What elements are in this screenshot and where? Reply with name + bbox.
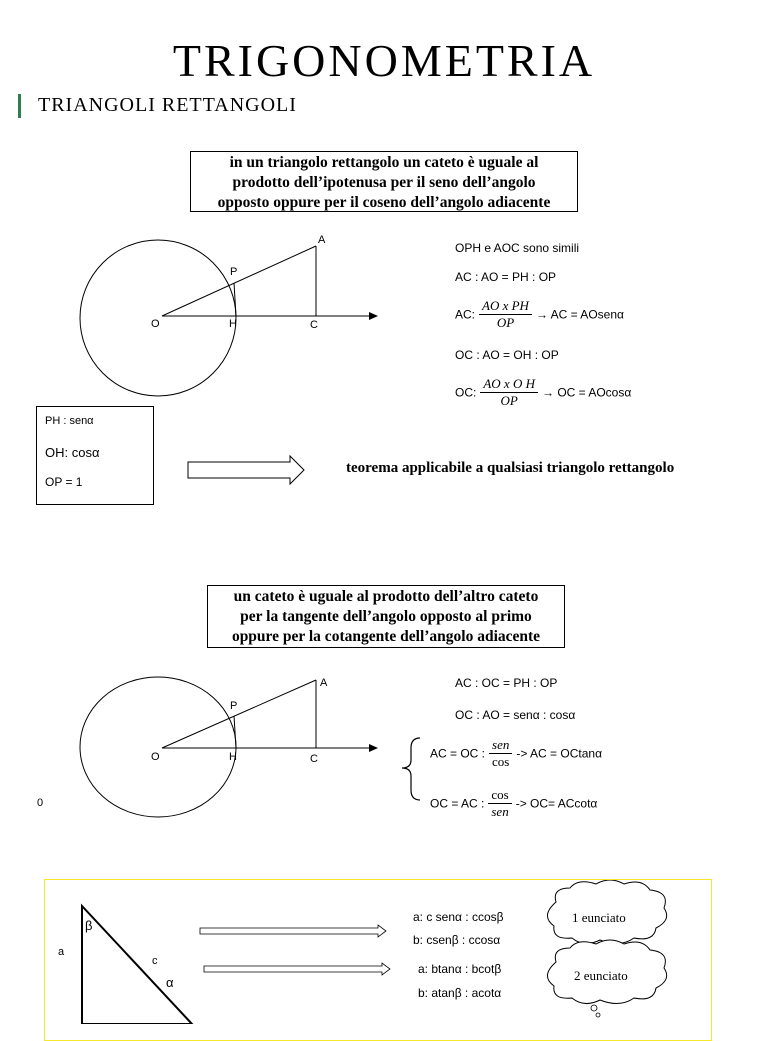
summary-box [44,879,712,1041]
hypotenuse-OA-1 [162,246,316,316]
unit-circle-2 [80,677,236,817]
angle-alpha-label: α [166,975,174,990]
theorem-text: teorema applicabile a qualsiasi triangolo rettangolo [346,460,675,476]
statement-1-line-2: prodotto dell’ipotenusa per il seno dell’angolo [232,174,536,191]
statement-2-line-1: un cateto è uguale al prodotto dell’altro cateto [233,588,539,605]
statement-1-line-3: opposto oppure per il coseno dell’angolo adiacente [217,194,551,211]
eq-1-4-prefix: OC: [455,385,477,400]
eq-1-4-denominator: OP [500,393,518,408]
x-axis-arrowhead-2 [369,744,378,752]
side-a-label: a [58,946,65,958]
point-A-label-1: A [318,234,326,246]
eq-1-4-numerator: AO x O H [480,376,538,393]
point-H-label-1: H [229,318,237,330]
eq-2-3-numerator: sen [489,737,512,754]
eq-1-2-result: → AC = AOsenα [535,307,624,322]
statement-1-line-1: in un triangolo rettangolo un cateto è uguale al [229,154,539,171]
eq-2-4 [430,787,597,820]
eq-2-4-result: -> OC= ACcotα [515,796,598,811]
eq-2-1: AC : OC = PH : OP [455,676,558,690]
page-subtitle: TRIANGOLI RETTANGOLI [38,94,297,116]
eq-1-2-denominator: OP [496,315,515,330]
angle-beta-label: β [85,918,93,933]
statement-2-line-3: oppure per la cotangente dell’angolo adiacente [231,628,541,645]
eq-2-3 [430,737,602,770]
eq-1-4 [455,376,631,409]
eq-2-2: OC : AO = senα : cosα [455,708,576,722]
eq-2-3-denominator: cos [492,754,510,769]
point-O-label-2: O [151,751,160,763]
point-P-label-1: P [230,266,238,278]
eq-2-3-fraction [489,737,512,770]
eq-similar: OPH e AOC sono simili [455,241,580,255]
point-H-label-2: H [229,751,237,763]
segment-PH-1 [234,283,236,316]
curly-brace [402,738,420,800]
side-c-label: c [152,955,158,967]
eq-2-4-fraction [488,787,511,820]
point-C-label-2: C [310,753,318,765]
relation-1: a: c senα : ccosβ [413,910,504,924]
relation-4: b: atanβ : acotα [418,986,502,1000]
eq-1-2-fraction [479,298,532,331]
implication-arrow [188,456,304,484]
eq-2-4-denominator: sen [491,804,509,819]
hypotenuse-OA-2 [162,680,316,748]
definitions-box [36,406,154,505]
cloud-1-text: 1 eunciato [572,910,626,925]
x-axis-arrowhead-1 [369,312,378,320]
eq-2-3-prefix: AC = OC : [430,746,486,761]
eq-1-2-numerator: AO x PH [479,298,532,315]
relation-3: a: btanα : bcotβ [418,962,502,976]
definition-PH: PH : senα [45,415,94,427]
page-title: TRIGONOMETRIA [172,35,596,86]
definition-OP: OP = 1 [45,475,83,489]
eq-1-4-fraction [480,376,538,409]
eq-2-4-numerator: cos [488,787,511,804]
definition-OH: OH: cosα [45,445,100,460]
eq-1-2-prefix: AC: [455,307,476,322]
point-P-label-2: P [230,700,238,712]
eq-1-4-result: → OC = AOcosα [541,385,632,400]
eq-1-2 [455,298,624,331]
point-O-label-1: O [151,318,160,330]
relation-2: b: csenβ : ccosα [413,933,501,947]
eq-2-4-prefix: OC = AC : [430,796,485,811]
statement-2-line-2: per la tangente dell’angolo opposto al primo [240,608,532,625]
statement-box-2 [207,585,565,648]
cloud-2-text: 2 eunciato [574,968,628,983]
eq-1-3: OC : AO = OH : OP [455,348,559,362]
point-A-label-2: A [320,677,328,689]
eq-2-3-result: -> AC = OCtanα [516,746,602,761]
point-C-label-1: C [310,319,318,331]
eq-1-1: AC : AO = PH : OP [455,270,557,284]
stray-zero: 0 [37,797,44,809]
